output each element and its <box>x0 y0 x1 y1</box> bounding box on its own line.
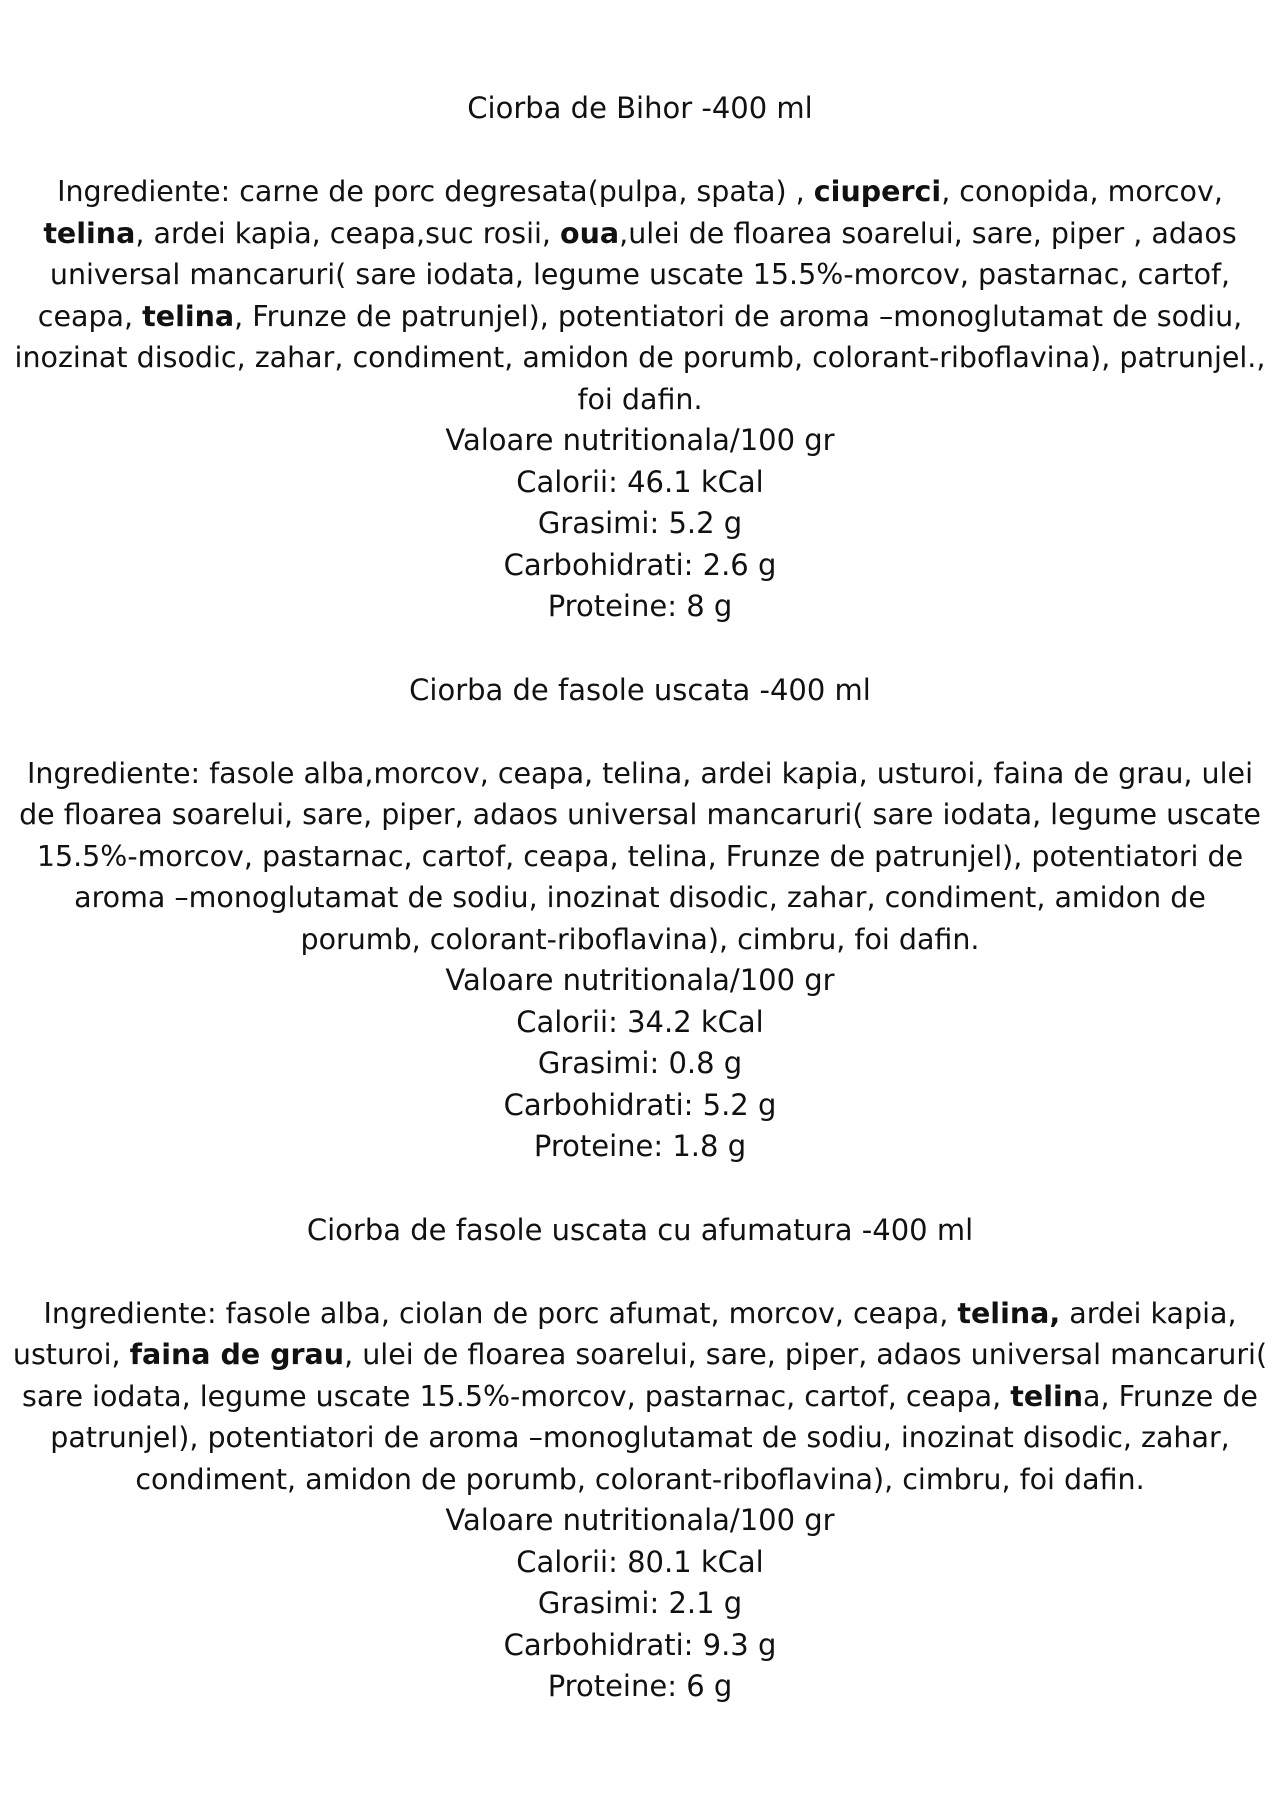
nutrition-carbs: Carbohidrati: 9.3 g <box>503 1627 777 1662</box>
ingredient-segment: ,ulei de floarea soarelui, sare, piper , adaos universal mancaruri( sare iodata, legume uscate 15.5%-morcov, pastarnac, cartof, ceapa, <box>37 216 1237 333</box>
nutrition-heading: Valoare nutritionala/100 gr <box>445 423 835 457</box>
nutrition-fat: Grasimi: 2.1 g <box>537 1586 743 1620</box>
nutrition-calories: Calorii: 46.1 kCal <box>516 464 764 499</box>
nutrition-protein: Proteine: 8 g <box>547 589 733 623</box>
recipe-ciorba-de-fasole-uscata <box>8 670 1272 1168</box>
recipe-title: Ciorba de fasole uscata -400 ml <box>409 672 871 707</box>
allergen-highlight: faina de grau <box>129 1338 345 1371</box>
nutrition-facts <box>8 420 1272 628</box>
nutrition-facts <box>8 960 1272 1168</box>
nutrition-heading: Valoare nutritionala/100 gr <box>445 1503 835 1537</box>
ingredient-segment: Ingrediente: carne de porc degresata(pulpa, spata) , <box>57 175 814 208</box>
allergen-highlight: telina, <box>957 1296 1061 1330</box>
ingredients-text <box>8 171 1272 420</box>
allergen-highlight: telina <box>43 216 136 250</box>
recipe-ciorba-de-bihor <box>8 88 1272 628</box>
allergen-highlight: oua <box>560 216 620 250</box>
nutrition-carbs: Carbohidrati: 5.2 g <box>503 1087 777 1122</box>
nutrition-calories: Calorii: 80.1 kCal <box>516 1544 764 1579</box>
ingredient-segment: Ingrediente: fasole alba,morcov, ceapa, telina, ardei kapia, usturoi, faina de grau, ulei de floarea soarelui, sare, piper, adaos universal mancaruri( sare iodata, legume uscate 15.5%-morcov, pastarnac, cartof, ceapa, telina, Frunze de patrunjel), potentiatori de aroma –monoglutamat de sodiu, inozinat disodic, zahar, condiment, amidon de porumb, colorant-riboflavina), cimbru, foi dafin. <box>19 756 1261 956</box>
recipe-title: Ciorba de Bihor -400 ml <box>467 91 813 125</box>
allergen-highlight: ciuperci <box>813 175 942 208</box>
ingredients-text <box>8 1293 1272 1501</box>
allergen-highlight: telina <box>142 299 235 333</box>
nutrition-protein: Proteine: 1.8 g <box>533 1129 747 1163</box>
ingredient-segment: , Frunze de patrunjel), potentiatori de aroma –monoglutamat de sodiu, inozinat disodic, zahar, condiment, amidon de porumb, colorant-riboflavina), patrunjel., foi dafin. <box>14 299 1266 416</box>
ingredient-segment: , ulei de floarea soarelui, sare, piper, adaos universal mancaruri( sare iodata, legume uscate 15.5%-morcov, pastarnac, cartof, ceapa, <box>22 1338 1268 1413</box>
nutrition-heading: Valoare nutritionala/100 gr <box>445 963 835 997</box>
ingredient-segment: Ingrediente: fasole alba, ciolan de porc afumat, morcov, ceapa, <box>43 1296 958 1330</box>
nutrition-protein: Proteine: 6 g <box>547 1669 733 1703</box>
recipe-ciorba-de-fasole-cu-afumatura <box>8 1210 1272 1708</box>
allergen-highlight: telin <box>1010 1379 1084 1413</box>
recipe-title: Ciorba de fasole uscata cu afumatura -400 ml <box>306 1212 974 1247</box>
ingredients-text <box>8 753 1272 961</box>
ingredient-segment: a, Frunze de patrunjel), potentiatori de aroma –monoglutamat de sodiu, inozinat disodic, zahar, condiment, amidon de porumb, colorant-riboflavina), cimbru, foi dafin. <box>50 1379 1258 1496</box>
nutrition-facts <box>8 1500 1272 1708</box>
ingredient-segment: ardei kapia, usturoi, <box>12 1296 1237 1371</box>
nutrition-fat: Grasimi: 0.8 g <box>537 1046 743 1080</box>
nutrition-carbs: Carbohidrati: 2.6 g <box>503 547 777 582</box>
ingredient-segment: , ardei kapia, ceapa,suc rosii, <box>135 216 561 250</box>
nutrition-fat: Grasimi: 5.2 g <box>537 506 743 540</box>
nutrition-calories: Calorii: 34.2 kCal <box>516 1004 764 1039</box>
ingredient-segment: , conopida, morcov, <box>941 175 1223 208</box>
